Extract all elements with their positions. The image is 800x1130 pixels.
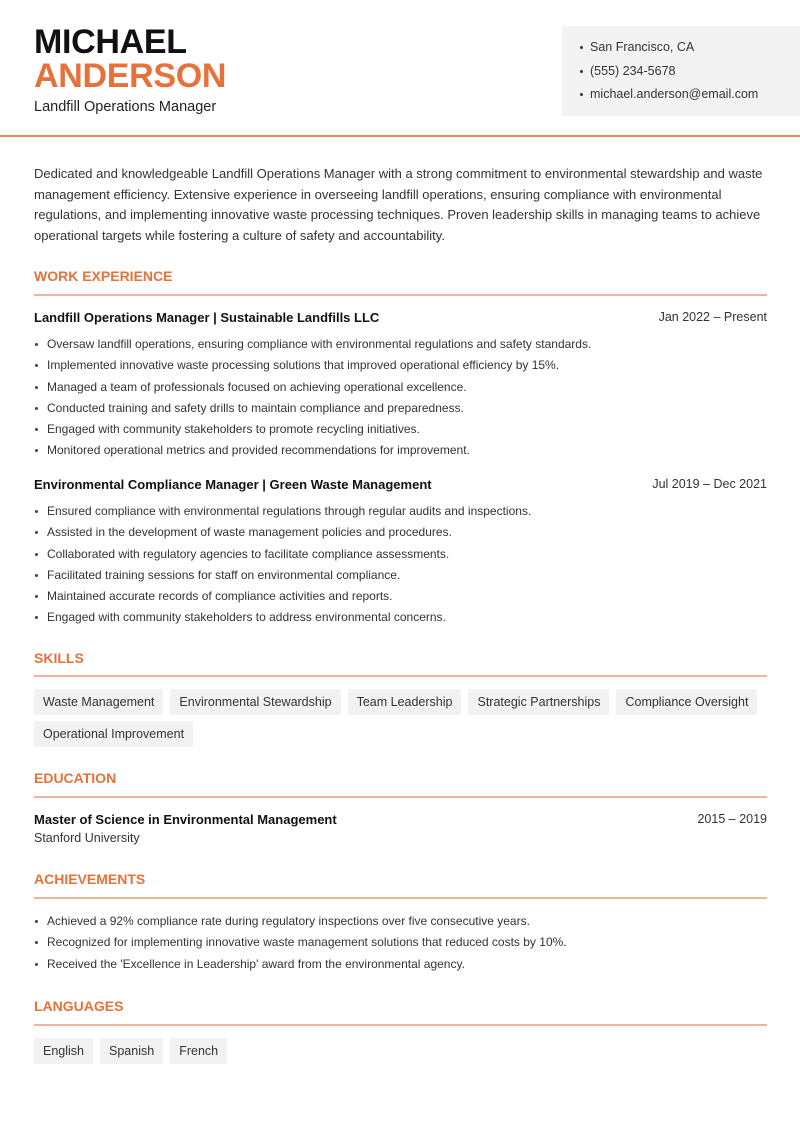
section-divider: [34, 796, 767, 798]
section-divider: [34, 897, 767, 899]
job-dates: Jul 2019 – Dec 2021: [652, 477, 767, 491]
list-item: Implemented innovative waste processing solutions that improved operational efficiency by 15%.: [34, 357, 591, 378]
list-item: Engaged with community stakeholders to promote recycling initiatives.: [34, 421, 591, 442]
section-title-education: EDUCATION: [34, 770, 117, 786]
skill-chip: Operational Improvement: [34, 721, 193, 747]
contact-phone: (555) 234-5678: [580, 63, 800, 87]
job-heading: Environmental Compliance Manager | Green Waste Management: [34, 477, 432, 492]
summary: Dedicated and knowledgeable Landfill Operations Manager with a strong commitment to environmental stewardship and waste management efficiency. Extensive experience in overseeing landfill operations, ensuring compliance with environmental regulations, and implementing innovative waste processing techniques. Proven leadership skills in managing teams to achieve operational targets while fostering a culture of safety and accountability.: [34, 166, 763, 243]
skill-chip: Strategic Partnerships: [468, 689, 609, 715]
contact-email[interactable]: michael.anderson@email.com: [580, 86, 800, 110]
education-dates: 2015 – 2019: [697, 812, 767, 826]
section-title-work-experience: WORK EXPERIENCE: [34, 268, 173, 284]
contact-location: San Francisco, CA: [580, 39, 800, 63]
section-title-skills: SKILLS: [34, 650, 84, 666]
list-item: Collaborated with regulatory agencies to facilitate compliance assessments.: [34, 546, 531, 567]
language-chip: English: [34, 1038, 93, 1064]
section-title-achievements: ACHIEVEMENTS: [34, 871, 146, 887]
resume-header: [0, 0, 800, 137]
list-item: Assisted in the development of waste management policies and procedures.: [34, 524, 531, 545]
education-school: Stanford University: [34, 831, 140, 845]
contact-box: [562, 26, 800, 116]
list-item: Conducted training and safety drills to maintain compliance and preparedness.: [34, 400, 591, 421]
section-divider: [34, 1024, 767, 1026]
section-divider: [34, 675, 767, 677]
job-dates: Jan 2022 – Present: [658, 310, 767, 324]
list-item: Facilitated training sessions for staff on environmental compliance.: [34, 567, 531, 588]
skills-list: [34, 689, 774, 753]
skill-chip: Compliance Oversight: [616, 689, 757, 715]
list-item: Engaged with community stakeholders to address environmental concerns.: [34, 609, 531, 630]
job-bullets: [34, 336, 591, 464]
section-title-languages: LANGUAGES: [34, 998, 124, 1014]
languages-list: [34, 1038, 774, 1070]
last-name: ANDERSON: [34, 57, 227, 95]
job-title: Landfill Operations Manager: [34, 99, 217, 115]
list-item: Monitored operational metrics and provided recommendations for improvement.: [34, 442, 591, 463]
list-item: Maintained accurate records of compliance activities and reports.: [34, 588, 531, 609]
job-heading: Landfill Operations Manager | Sustainable Landfills LLC: [34, 310, 380, 325]
first-name: MICHAEL: [34, 23, 187, 61]
skill-chip: Team Leadership: [348, 689, 462, 715]
list-item: Achieved a 92% compliance rate during regulatory inspections over five consecutive years.: [34, 913, 567, 934]
list-item: Oversaw landfill operations, ensuring compliance with environmental regulations and safety standards.: [34, 336, 591, 357]
list-item: Received the 'Excellence in Leadership' award from the environmental agency.: [34, 956, 567, 977]
section-divider: [34, 294, 767, 296]
language-chip: Spanish: [100, 1038, 163, 1064]
language-chip: French: [170, 1038, 227, 1064]
list-item: Ensured compliance with environmental regulations through regular audits and inspections.: [34, 503, 531, 524]
achievements-list: [34, 913, 567, 977]
list-item: Recognized for implementing innovative waste management solutions that reduced costs by 10%.: [34, 934, 567, 955]
list-item: Managed a team of professionals focused on achieving operational excellence.: [34, 379, 591, 400]
education-degree: Master of Science in Environmental Management: [34, 812, 337, 827]
skill-chip: Waste Management: [34, 689, 163, 715]
job-bullets: [34, 503, 531, 631]
skill-chip: Environmental Stewardship: [170, 689, 340, 715]
